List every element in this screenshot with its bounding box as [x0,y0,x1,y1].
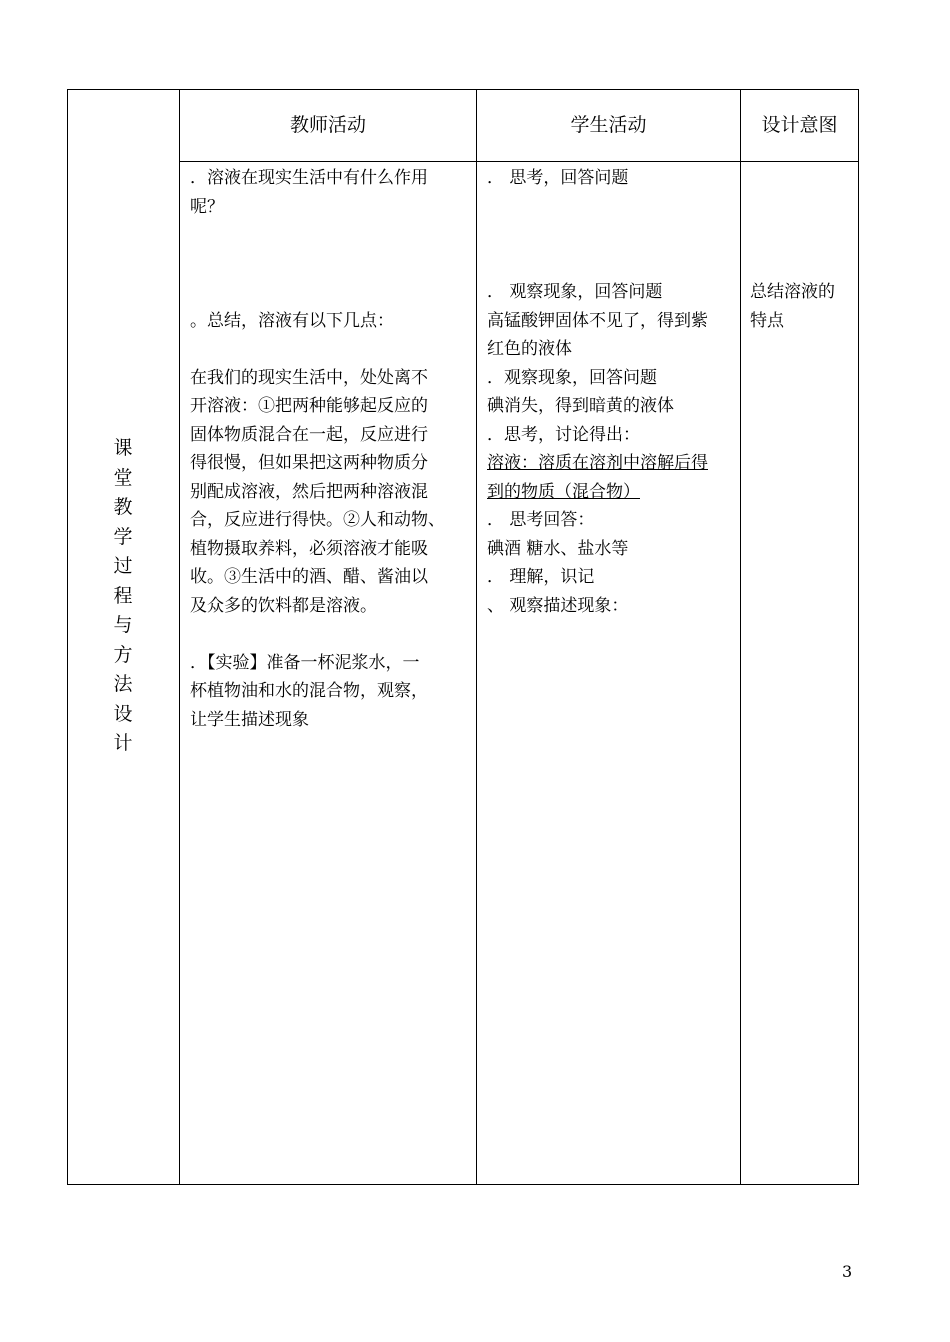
teacher-text-line [190,335,445,364]
teacher-text-line: 别配成溶液，然后把两种溶液混 [190,481,428,502]
teacher-text-line: 固体物质混合在一起，反应进行 [190,424,428,445]
student-text-line: 碘酒 糖水、盐水等 [487,538,629,559]
student-text-line: ． 思考回答： [487,510,595,530]
student-text-line: ． 思考，回答问题 [487,168,629,188]
student-text-line [487,193,708,222]
header-bottom-border [180,161,859,162]
design-intent-cell [750,278,835,335]
header-design-intent: 设计意图 [761,114,838,136]
intent-text-line: 特点 [750,310,784,331]
student-text-line: ．观察现象，回答问题 [487,367,657,388]
teacher-text-line: 收。③生活中的酒、醋、酱油以 [190,567,428,587]
student-text-line: 红色的液体 [487,339,572,359]
teacher-text-line: 呢？ [190,196,224,217]
student-text-line [487,221,708,250]
student-text-line: 、 观察描述现象： [487,595,629,616]
teacher-text-line: 。总结，溶液有以下几点： [190,310,394,331]
teacher-text-line: 在我们的现实生活中，处处离不 [190,367,428,388]
student-text-line: ．思考，讨论得出： [487,424,640,445]
teacher-text-line: ．【实验】准备一杯泥浆水，一 [190,652,420,673]
teacher-text-line [190,278,445,307]
teacher-text-line: 及众多的饮料都是溶液。 [190,595,377,616]
student-text-line: 高锰酸钾固体不见了，得到紫 [487,310,708,331]
teacher-text-line: 植物摄取养料，必须溶液才能吸 [190,538,428,559]
header-student-activity: 学生活动 [570,114,647,136]
teacher-text-line: 得很慢，但如果把这两种物质分 [190,453,428,473]
student-activity-cell [487,164,708,620]
side-label-teaching-process: 课 堂 教 学 过 程 与 方 法 设 计 [113,437,133,754]
teacher-text-line [190,620,445,649]
teacher-text-line: 让学生描述现象 [190,709,309,730]
header-teacher-activity: 教师活动 [289,114,366,136]
page-number: 3 [842,1262,853,1281]
student-text-line [487,250,708,279]
teacher-activity-cell [190,164,445,734]
student-text-line: 到的物质（混合物） [487,481,640,502]
column-divider-1 [179,89,180,1185]
table-left-border [67,89,68,1185]
column-divider-3 [740,89,741,1185]
teacher-text-line: ．溶液在现实生活中有什么作用 [190,168,428,188]
student-text-line: 溶液：溶质在溶剂中溶解后得 [487,453,708,473]
student-text-line: 碘消失，得到暗黄的液体 [487,396,674,416]
student-text-line: ． 观察现象，回答问题 [487,282,663,302]
teacher-text-line: 杯植物油和水的混合物，观察， [190,681,428,701]
table-right-border [858,89,859,1185]
teacher-text-line [190,221,445,250]
teacher-text-line [190,250,445,279]
teacher-text-line: 合，反应进行得快。②人和动物、 [190,510,445,530]
column-divider-2 [476,89,477,1185]
teacher-text-line: 开溶液：①把两种能够起反应的 [190,396,428,416]
student-text-line: ． 理解，识记 [487,567,595,587]
intent-text-line: 总结溶液的 [750,282,835,302]
